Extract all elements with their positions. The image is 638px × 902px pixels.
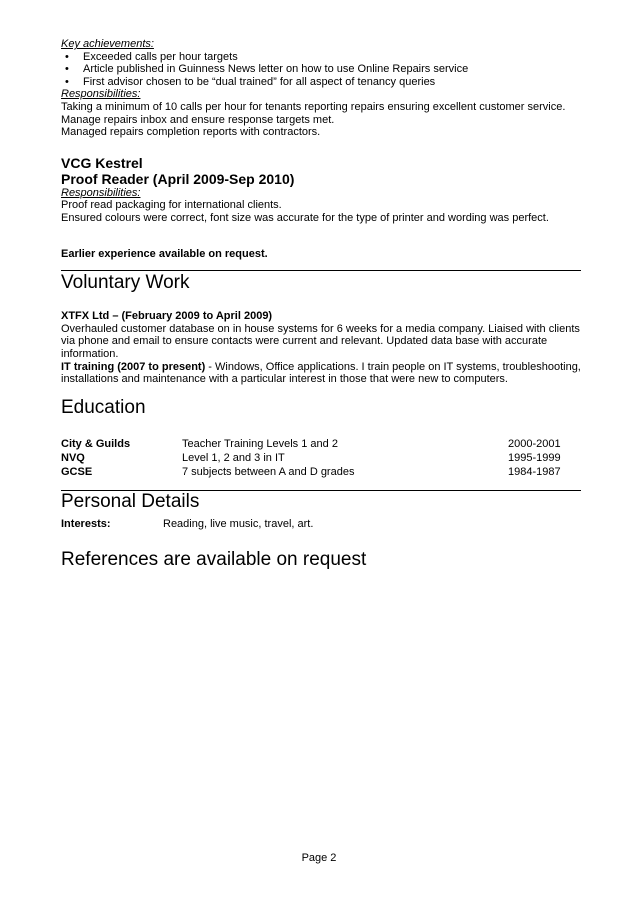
- voluntary-work-title: Voluntary Work: [61, 272, 190, 294]
- responsibilities-label: Responsibilities:: [61, 88, 141, 101]
- responsibility-line: Ensured colours were correct, font size was accurate for the type of printer and wording was perfect.: [61, 211, 549, 224]
- voluntary-entry-text: - Windows, Office applications. I train people on IT systems, troubleshooting, installations and maintenance with a particular interest in those that were new to computers.: [61, 360, 581, 386]
- voluntary-entry-heading: XTFX Ltd – (February 2009 to April 2009): [61, 310, 273, 323]
- list-item: • Exceeded calls per hour targets: [61, 51, 581, 64]
- edu-detail: Teacher Training Levels 1 and 2: [182, 437, 338, 450]
- edu-qualification: NVQ: [61, 451, 85, 464]
- edu-years: 2000-2001: [508, 437, 561, 450]
- table-row: [61, 437, 581, 451]
- job-company: VCG Kestrel: [61, 154, 143, 171]
- personal-details-title: Personal Details: [61, 490, 200, 512]
- education-table: [61, 437, 581, 479]
- references-note: References are available on request: [61, 548, 367, 570]
- edu-qualification: GCSE: [61, 465, 93, 478]
- list-item: • First advisor chosen to be “dual trained” for all aspect of tenancy queries: [61, 76, 581, 89]
- table-row: [61, 465, 581, 479]
- edu-years: 1984-1987: [508, 465, 561, 478]
- responsibilities-label: Responsibilities:: [61, 186, 141, 199]
- list-item: • Article published in Guinness News letter on how to use Online Repairs service: [61, 63, 581, 76]
- job-role: Proof Reader (April 2009-Sep 2010): [61, 170, 295, 187]
- responsibility-line: Manage repairs inbox and ensure response targets met.: [61, 113, 335, 126]
- personal-interests-row: [61, 517, 581, 531]
- page-number: Page 2: [301, 852, 337, 864]
- voluntary-entry-text: Overhauled customer database on in house systems for 6 weeks for a media company. Liaised with clients via phone and email to ensure contacts were current and relevant. Updated data base with accurate information.: [61, 322, 580, 360]
- earlier-experience-note: Earlier experience available on request.: [61, 247, 268, 260]
- responsibility-line: Taking a minimum of 10 calls per hour for tenants reporting repairs ensuring excellent customer service.: [61, 100, 566, 113]
- edu-qualification: City & Guilds: [61, 437, 131, 450]
- voluntary-entry-heading: IT training (2007 to present): [61, 360, 206, 373]
- interests-value: Reading, live music, travel, art.: [163, 517, 314, 530]
- section-divider: [61, 270, 581, 271]
- table-row: [61, 451, 581, 465]
- responsibility-line: Managed repairs completion reports with contractors.: [61, 126, 321, 139]
- education-title: Education: [61, 396, 146, 418]
- achievements-list: [61, 51, 581, 89]
- key-achievements-label: Key achievements:: [61, 38, 154, 50]
- resume-page: [61, 38, 581, 571]
- responsibility-line: Proof read packaging for international clients.: [61, 199, 282, 212]
- edu-detail: 7 subjects between A and D grades: [182, 465, 355, 478]
- interests-label: Interests:: [61, 517, 111, 530]
- edu-years: 1995-1999: [508, 451, 561, 464]
- voluntary-entry-it-training: [61, 361, 581, 386]
- edu-detail: Level 1, 2 and 3 in IT: [182, 451, 285, 464]
